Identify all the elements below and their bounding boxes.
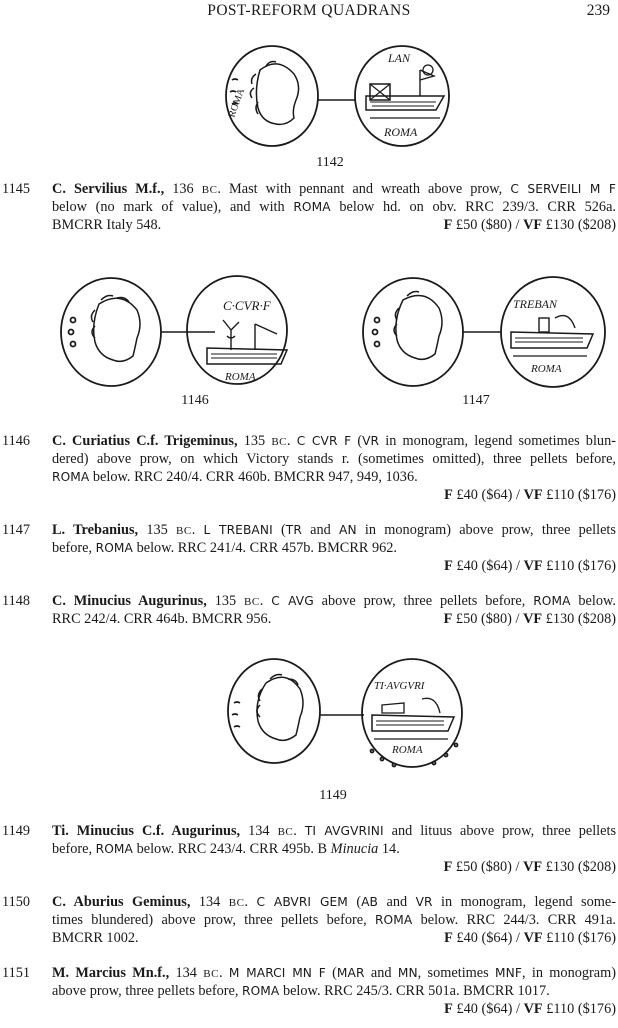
entry-name: M. Marcius Mn.f., <box>52 965 170 981</box>
figure-label-1147: 1147 <box>462 393 490 408</box>
figure-label-1142: 1142 <box>316 155 344 170</box>
entry-number: 1149 <box>2 823 31 839</box>
coin-1142-bottom-legend: ROMA <box>384 125 418 139</box>
entry-name: L. Trebanius, <box>52 522 139 538</box>
coin-1147-top-legend: TREBAN <box>513 297 557 311</box>
coin-1146-obverse <box>61 278 161 386</box>
entry-name: C. Minucius Augurinus, <box>52 593 207 609</box>
coin-1149-bottom-legend: ROMA <box>392 744 423 756</box>
catalogue-entry-1147: 1147 L. Trebanius, 135 BC. L TREBANI (TR and AN in monogram) above prow, three pellets before, ROMA below. RRC 241/4. CRR 457b. BMCRR 962. F £40 ($64) / VF £110 ($176) <box>2 522 616 574</box>
coin-1146-illustration <box>55 270 295 390</box>
coin-1147-illustration <box>355 270 615 390</box>
catalogue-entry-1150: 1150 C. Aburius Geminus, 134 BC. C ABVRI GEM (AB and VR in monogram, legend some- times blundered) above prow, three pellets before, ROMA below. RRC 244/3. CRR 491a. BMCRR 1002. F £40 ($64) / VF £110 ($176) <box>2 894 616 946</box>
coin-plate-1149 <box>222 655 472 775</box>
entry-number: 1147 <box>2 522 31 538</box>
page-header-title: POST-REFORM QUADRANS <box>207 2 411 19</box>
price-grade: F £40 ($64) / VF £110 ($176) <box>444 558 616 574</box>
coin-1142-illustration <box>220 40 460 150</box>
entry-name: C. Servilius M.f., <box>52 181 165 197</box>
page-number: 239 <box>586 2 610 19</box>
entry-number: 1145 <box>2 181 31 197</box>
entry-name: Ti. Minucius C.f. Augurinus, <box>52 823 241 839</box>
entry-name: C. Curiatius C.f. Trigeminus, <box>52 433 238 449</box>
price-grade: F £50 ($80) / VF £130 ($208) <box>443 217 616 233</box>
entry-number: 1148 <box>2 593 31 609</box>
coin-1149-illustration <box>222 655 472 775</box>
entry-name: C. Aburius Geminus, <box>52 894 191 910</box>
price-grade: F £40 ($64) / VF £110 ($176) <box>444 930 616 946</box>
catalogue-entry-1145: 1145 C. Servilius M.f., 136 BC. Mast with pennant and wreath above prow, C SERVEILI M F below (no mark of value), and with ROMA below hd. on obv. RRC 239/3. CRR 526a. BMCRR Italy 548. F £50 ($80) / VF £130 ($208) <box>2 181 616 233</box>
catalogue-entry-1149: 1149 Ti. Minucius C.f. Augurinus, 134 BC. TI AVGVRINI and lituus above prow, three pellets before, ROMA below. RRC 243/4. CRR 495b. B Minucia 14. F £50 ($80) / VF £130 ($208) <box>2 823 616 875</box>
coin-1146-bottom-legend: ROMA <box>225 371 256 383</box>
catalogue-entry-1148: 1148 C. Minucius Augurinus, 135 BC. C AVG above prow, three pellets before, ROMA below. RRC 242/4. CRR 464b. BMCRR 956. F £50 ($80) / VF £130 ($208) <box>2 593 616 627</box>
figure-label-1146: 1146 <box>181 393 209 408</box>
coin-1142-top-legend: LAN <box>388 51 411 65</box>
coin-plate-1142 <box>220 40 460 150</box>
coin-1149-obverse <box>228 659 320 763</box>
catalogue-entry-1146: 1146 C. Curiatius C.f. Trigeminus, 135 BC. C CVR F (VR in monogram, legend sometimes blun- dered) above prow, on which Victory stands r. (sometimes omitted), three pellets before, ROMA below. RRC 240/4. CRR 460b. BMCRR 947, 949, 1036. F £40 ($64) / VF £110 ($176) <box>2 433 616 503</box>
price-grade: F £50 ($80) / VF £130 ($208) <box>443 611 616 627</box>
coin-1146-reverse <box>187 276 287 384</box>
price-grade: F £40 ($64) / VF £110 ($176) <box>444 1001 616 1017</box>
entry-number: 1146 <box>2 433 31 449</box>
coin-1142-obverse-legend: ROMA <box>226 87 248 120</box>
coin-plate-1146 <box>55 270 295 390</box>
coin-1147-bottom-legend: ROMA <box>531 363 562 375</box>
price-grade: F £50 ($80) / VF £130 ($208) <box>443 859 616 875</box>
price-grade: F £40 ($64) / VF £110 ($176) <box>444 487 616 503</box>
coin-plate-1147 <box>355 270 615 390</box>
figure-label-1149: 1149 <box>319 788 347 803</box>
entry-number: 1151 <box>2 965 31 981</box>
coin-1146-top-legend: C·CVR·F <box>223 298 271 313</box>
running-header <box>0 2 618 22</box>
entry-number: 1150 <box>2 894 31 910</box>
catalogue-entry-1151: 1151 M. Marcius Mn.f., 134 BC. M MARCI MN F (MAR and MN, sometimes MNF, in monogram) above prow, three pellets before, ROMA below. RRC 245/3. CRR 501a. BMCRR 1017. F £40 ($64) / VF £110 ($176) <box>2 965 616 1017</box>
coin-1149-top-legend: TI·AVGVRI <box>374 680 425 692</box>
